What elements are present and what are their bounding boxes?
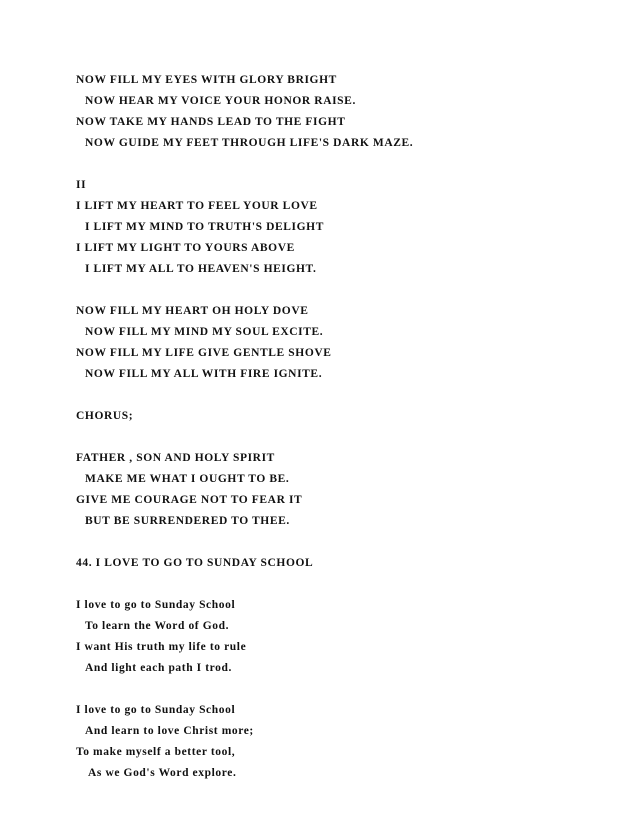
stanza3-line-2: NOW FILL MY MIND MY SOUL EXCITE. [85, 326, 324, 338]
stanza3-line-1: NOW FILL MY HEART OH HOLY DOVE [76, 305, 309, 317]
section-numeral: II [76, 179, 87, 191]
song-title: 44. I LOVE TO GO TO SUNDAY SCHOOL [76, 557, 314, 569]
stanza1-line-2: NOW HEAR MY VOICE YOUR HONOR RAISE. [85, 95, 356, 107]
stanza3-line-3: NOW FILL MY LIFE GIVE GENTLE SHOVE [76, 347, 332, 359]
spacer [76, 574, 616, 595]
chorus-label: CHORUS; [76, 410, 134, 422]
verse2-line-4: As we God's Word explore. [88, 767, 237, 779]
spacer [76, 280, 616, 301]
stanza3-line-4: NOW FILL MY ALL WITH FIRE IGNITE. [85, 368, 323, 380]
chorus-line-1: FATHER , SON AND HOLY SPIRIT [76, 452, 275, 464]
spacer [76, 679, 616, 700]
verse2-line-1: I love to go to Sunday School [76, 704, 236, 716]
spacer [76, 532, 616, 553]
verse2-line-2: And learn to love Christ more; [85, 725, 254, 737]
stanza2-line-3: I LIFT MY LIGHT TO YOURS ABOVE [76, 242, 295, 254]
spacer [76, 154, 616, 175]
chorus-line-4: BUT BE SURRENDERED TO THEE. [85, 515, 290, 527]
spacer [76, 427, 616, 448]
stanza2-line-4: I LIFT MY ALL TO HEAVEN'S HEIGHT. [85, 263, 317, 275]
stanza1-line-4: NOW GUIDE MY FEET THROUGH LIFE'S DARK MAZE. [85, 137, 414, 149]
verse1-line-1: I love to go to Sunday School [76, 599, 236, 611]
spacer [76, 385, 616, 406]
verse1-line-2: To learn the Word of God. [85, 620, 230, 632]
stanza2-line-2: I LIFT MY MIND TO TRUTH'S DELIGHT [85, 221, 324, 233]
stanza2-line-1: I LIFT MY HEART TO FEEL YOUR LOVE [76, 200, 318, 212]
chorus-line-2: MAKE ME WHAT I OUGHT TO BE. [85, 473, 290, 485]
stanza1-line-1: NOW FILL MY EYES WITH GLORY BRIGHT [76, 74, 337, 86]
chorus-line-3: GIVE ME COURAGE NOT TO FEAR IT [76, 494, 303, 506]
verse1-line-4: And light each path I trod. [85, 662, 232, 674]
hymn-text [76, 70, 616, 784]
verse1-line-3: I want His truth my life to rule [76, 641, 247, 653]
verse2-line-3: To make myself a better tool, [76, 746, 236, 758]
stanza1-line-3: NOW TAKE MY HANDS LEAD TO THE FIGHT [76, 116, 346, 128]
